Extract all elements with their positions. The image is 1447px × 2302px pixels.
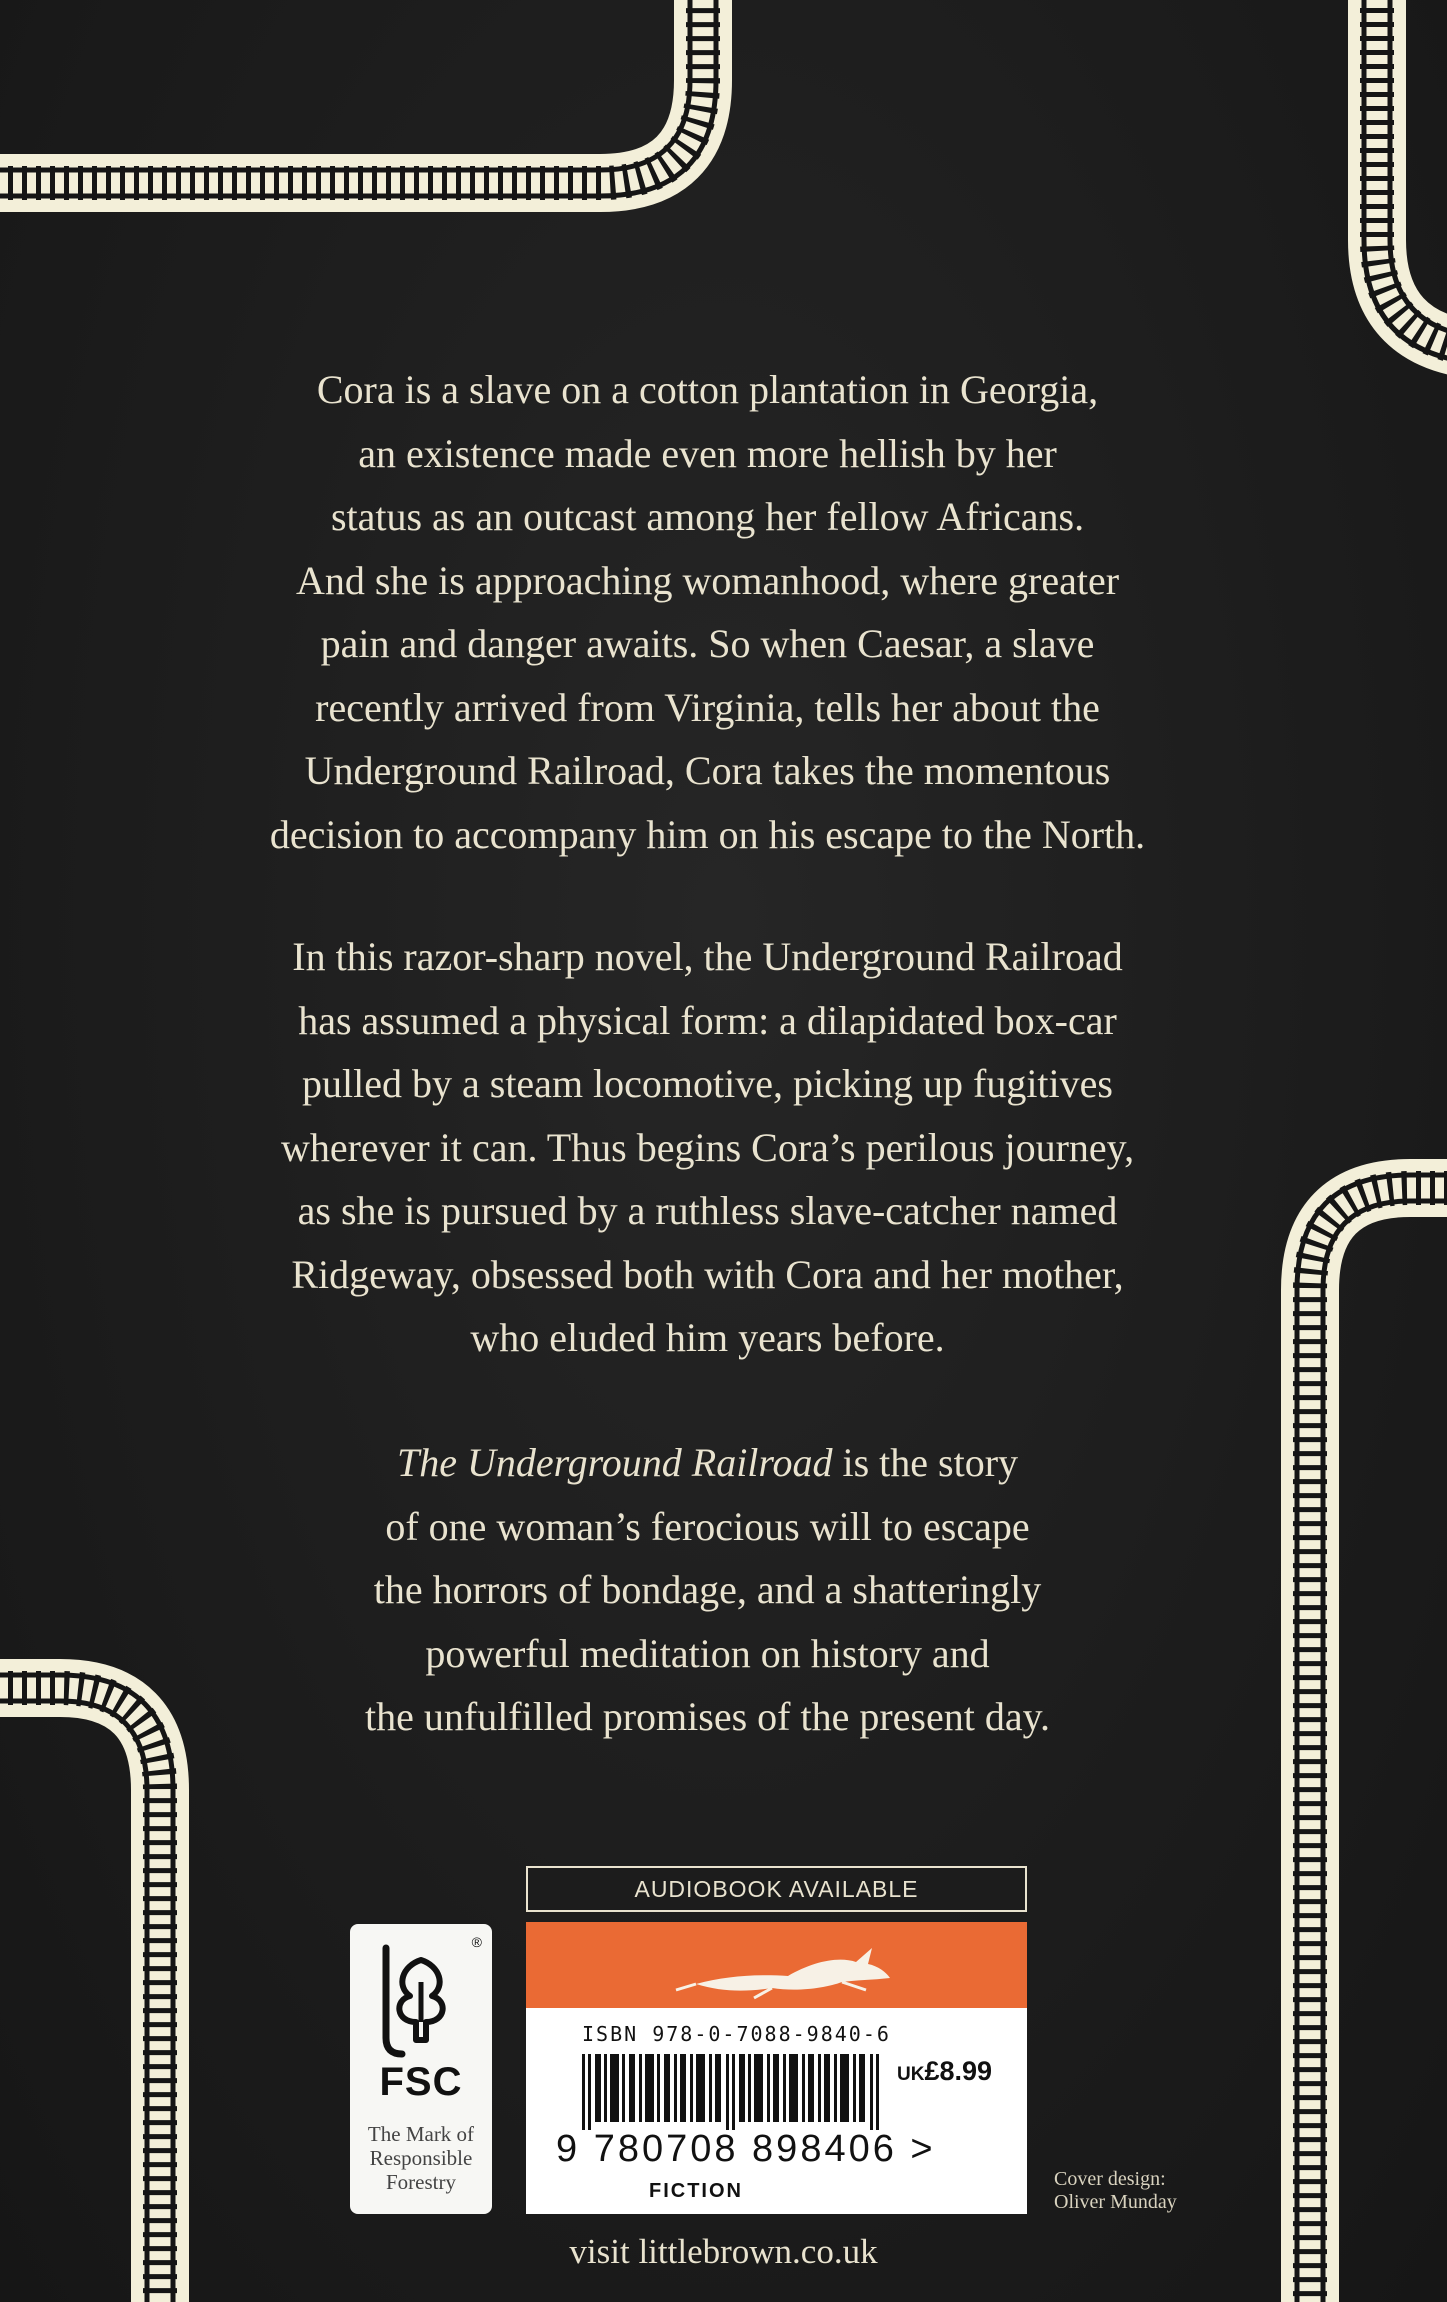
publisher-website[interactable]: visit littlebrown.co.uk [569, 2232, 878, 2271]
blurb-line: as she is pursued by a ruthless slave-catcher named [297, 1188, 1118, 1233]
blurb-line: Ridgeway, obsessed both with Cora and her mother, [291, 1251, 1124, 1297]
blurb-line: an existence made even more hellish by her [358, 430, 1057, 476]
blurb-line: pain and danger awaits. So when Caesar, a slave [320, 621, 1095, 666]
publisher-band [526, 1922, 1027, 2008]
blurb-line: powerful meditation on history and [425, 1630, 990, 1676]
blurb-line: has assumed a physical form: a dilapidated box-car [298, 997, 1117, 1043]
blurb-line: recently arrived from Virginia, tells her about the [315, 684, 1100, 730]
blurb-line: pulled by a steam locomotive, picking up fugitives [302, 1061, 1113, 1106]
book-title: The Underground Railroad [396, 1440, 833, 1485]
blurb-line: Underground Railroad, Cora takes the momentous [304, 748, 1111, 793]
blurb-line: Cora is a slave on a cotton plantation in Georgia, [316, 367, 1099, 412]
blurb-paragraph-3 [150, 1431, 1265, 1749]
fsc-logo-box [350, 1924, 492, 2214]
track-top-left [0, 0, 716, 196]
cover-credit-line: Cover design: [1054, 2168, 1166, 2190]
fsc-tree-icon [372, 1942, 470, 2060]
price-value: £8.99 [924, 2056, 993, 2086]
track-right [1297, 1175, 1447, 2302]
blurb-line: the unfulfilled promises of the present day. [365, 1694, 1050, 1739]
cover-credit [1054, 2168, 1177, 2214]
fsc-tagline-line: Forestry [386, 2170, 456, 2194]
barcode-box [526, 2008, 1027, 2214]
blurb-text: is the story [832, 1440, 1019, 1485]
fsc-tagline-line: The Mark of [367, 2122, 475, 2146]
blurb-line: And she is approaching womanhood, where greater [295, 557, 1120, 603]
blurb-line: In this razor-sharp novel, the Underground Railroad [292, 934, 1123, 979]
barcode-icon [582, 2054, 882, 2130]
cover-credit-name: Oliver Munday [1054, 2191, 1177, 2213]
blurb-line: status as an outcast among her fellow Africans. [330, 494, 1085, 539]
blurb-line [150, 1431, 1265, 1495]
audiobook-banner: AUDIOBOOK AVAILABLE [526, 1866, 1027, 1912]
price-label [897, 2056, 992, 2087]
blurb-paragraph-2 [150, 925, 1265, 1370]
blurb-line: decision to accompany him on his escape to the North. [269, 811, 1146, 857]
isbn-text: ISBN 978-0-7088-9840-6 [582, 2022, 891, 2046]
barcode-panel [526, 1866, 1027, 2214]
fsc-tagline-line: Responsible [369, 2146, 473, 2170]
blurb-line: the horrors of bondage, and a shatteringly [373, 1567, 1042, 1612]
barcode-digits: 9 780708 898406 > [556, 2128, 936, 2170]
track-top-right [1364, 0, 1447, 363]
fsc-wordmark: FSC [379, 2060, 463, 2104]
category-label: FICTION [649, 2180, 743, 2202]
blurb-line: wherever it can. Thus begins Cora’s perilous journey, [280, 1124, 1135, 1170]
blurb-line: of one woman’s ferocious will to escape [385, 1503, 1030, 1549]
blurb-paragraph-1 [150, 358, 1265, 866]
price-prefix: UK [897, 2064, 925, 2085]
fsc-tagline [350, 2122, 492, 2194]
hare-icon [526, 1922, 1027, 2008]
registered-mark: ® [471, 1934, 482, 1950]
blurb-line: who eluded him years before. [470, 1315, 945, 1360]
track-bottom-left [0, 1675, 173, 2302]
